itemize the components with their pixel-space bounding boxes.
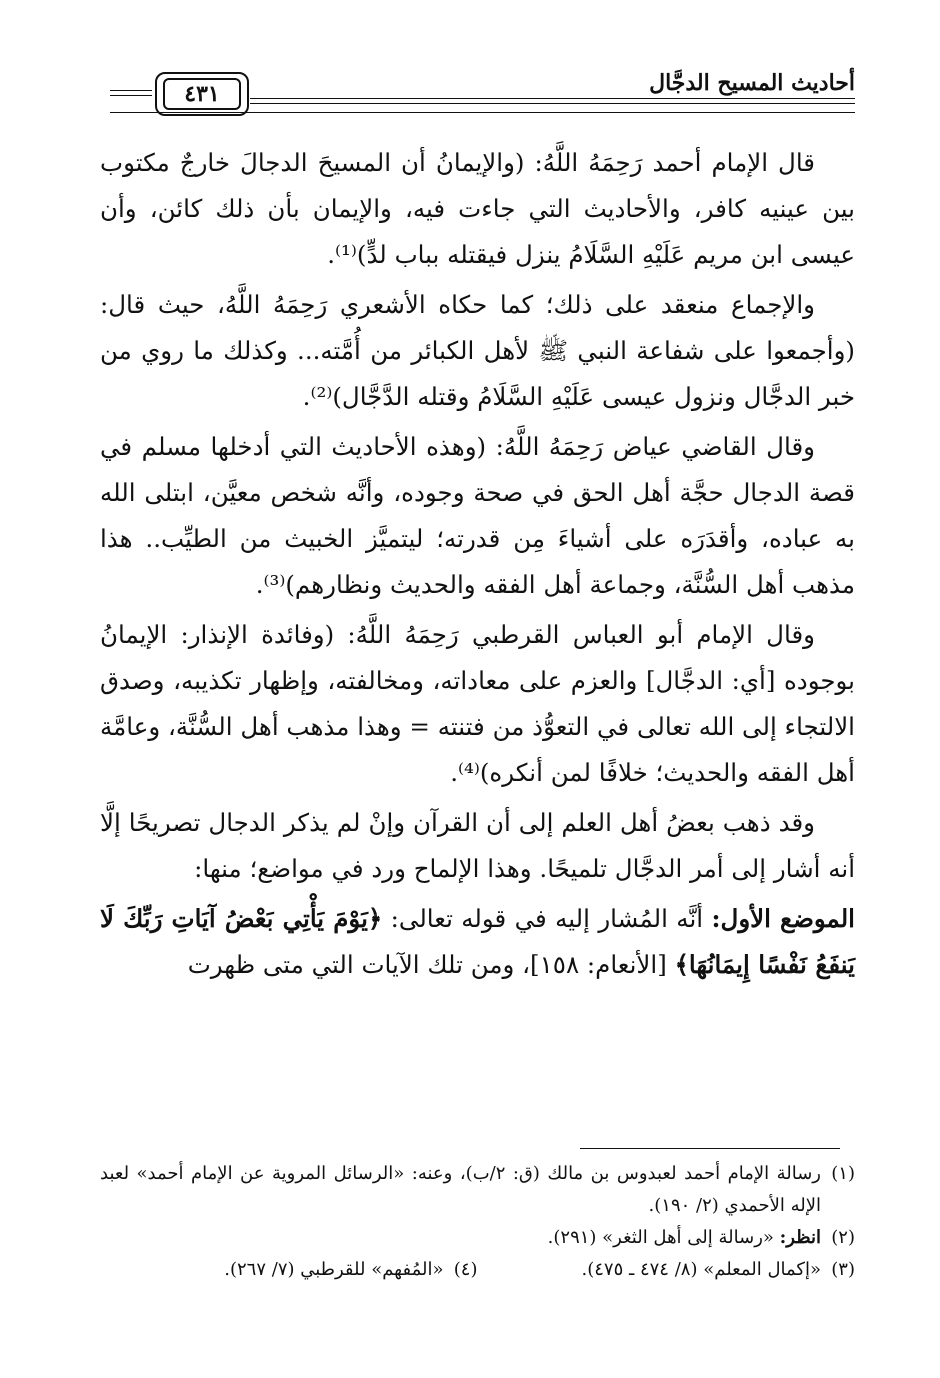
paragraph-5: وقد ذهب بعضُ أهل العلم إلى أن القرآن وإنْ لم يذكر الدجال تصريحًا إلَّا أنه أشار إلى أمر الدجَّال تلميحًا. وهذا الإلماح ورد في مواضع؛ منها: bbox=[100, 808, 855, 883]
footnote-text bbox=[100, 1222, 821, 1254]
footnotes bbox=[100, 1158, 855, 1286]
footnote-text: رسالة الإمام أحمد لعبدوس بن مالك (ق: ٢/ب)، وعنه: «الرسائل المروية عن الإمام أحمد» لعبد الإله الأحمدي (٢/ ١٩٠). bbox=[100, 1163, 821, 1216]
header-underline bbox=[110, 112, 855, 113]
main-text bbox=[100, 140, 855, 992]
header-rule-left bbox=[110, 90, 152, 96]
footnote-text: «إكمال المعلم» (٨/ ٤٧٤ ـ ٤٧٥). bbox=[581, 1259, 821, 1280]
footnote-1 bbox=[100, 1158, 855, 1222]
footnote-separator bbox=[580, 1148, 840, 1149]
paragraph-6-text-a: أنَّه المُشار إليه في قوله تعالى: bbox=[390, 904, 704, 933]
page-number: ٤٣١ bbox=[163, 78, 241, 110]
footnote-text: «المُفهم» للقرطبي (٧/ ٢٦٧). bbox=[224, 1259, 444, 1280]
paragraph-3: وقال القاضي عياض رَحِمَهُ اللَّهُ: (وهذه الأحاديث التي أدخلها مسلم في قصة الدجال حجَّة أهل الحق في صحة وجوده، وأنَّه شخص معيَّن، ابتلى الله به عباده، وأقدَرَه على أشياءَ مِن قدرته؛ ليتميَّز الخبيث من الطيِّب.. هذا مذهب أهل السُّنَّة، وجماعة أهل الفقه والحديث ونظارهم)⁽³⁾. bbox=[100, 432, 855, 599]
page-number-frame bbox=[155, 72, 249, 116]
quran-verse: ﴿يَوْمَ يَأْتِي بَعْضُ آيَاتِ رَبِّكَ لَا يَنفَعُ نَفْسًا إِيمَانُهَا﴾ bbox=[100, 904, 855, 979]
page-header bbox=[110, 60, 855, 130]
footnote-4 bbox=[100, 1254, 478, 1286]
footnote-number: (١) bbox=[831, 1163, 855, 1184]
paragraph-6-text-b: [الأنعام: ١٥٨]، ومن تلك الآيات التي متى ظهرت bbox=[187, 950, 667, 979]
paragraph-4: وقال الإمام أبو العباس القرطبي رَحِمَهُ اللَّهُ: (وفائدة الإنذار: الإيمانُ بوجوده [أي: الدجَّال] والعزم على معاداته، ومخالفته، وإظهار تكذيبه، وصدق الالتجاء إلى الله تعالى في التعوُّذ من فتنته = وهذا مذهب أهل السُّنَّة، وعامَّة أهل الفقه والحديث؛ خلافًا لمن أنكره)⁽⁴⁾. bbox=[100, 620, 855, 787]
footnote-body: «رسالة إلى أهل الثغر» (٢٩١). bbox=[547, 1227, 774, 1248]
paragraph-1: قال الإمام أحمد رَحِمَهُ اللَّهُ: (والإيمانُ أن المسيحَ الدجالَ خارجٌ مكتوب بين عينيه كافر، والأحاديث التي جاءت فيه، والإيمان بأن ذلك كائن، وأن عيسى ابن مريم عَلَيْهِ السَّلَامُ ينزل فيقتله بباب لدٍّ)⁽¹⁾. bbox=[100, 148, 855, 269]
paragraph-6 bbox=[100, 896, 855, 988]
header-rule bbox=[250, 98, 855, 104]
footnote-number: (٢) bbox=[831, 1227, 855, 1248]
footnote-row-3-4 bbox=[100, 1254, 855, 1286]
paragraph-2: والإجماع منعقد على ذلك؛ كما حكاه الأشعري رَحِمَهُ اللَّهُ، حيث قال: (وأجمعوا على شفاعة النبي ﷺ لأهل الكبائر من أُمَّته... وكذلك ما روي من خبر الدجَّال ونزول عيسى عَلَيْهِ السَّلَامُ وقتله الدَّجَّال)⁽²⁾. bbox=[100, 290, 855, 411]
footnote-3 bbox=[478, 1254, 856, 1286]
footnote-2 bbox=[100, 1222, 855, 1254]
footnote-lead: انظر: bbox=[779, 1227, 821, 1248]
footnote-number: (٤) bbox=[453, 1259, 478, 1280]
running-title: أحاديث المسيح الدجَّال bbox=[649, 70, 855, 96]
section-lead: الموضع الأول: bbox=[711, 904, 855, 933]
footnote-number: (٣) bbox=[831, 1259, 855, 1280]
